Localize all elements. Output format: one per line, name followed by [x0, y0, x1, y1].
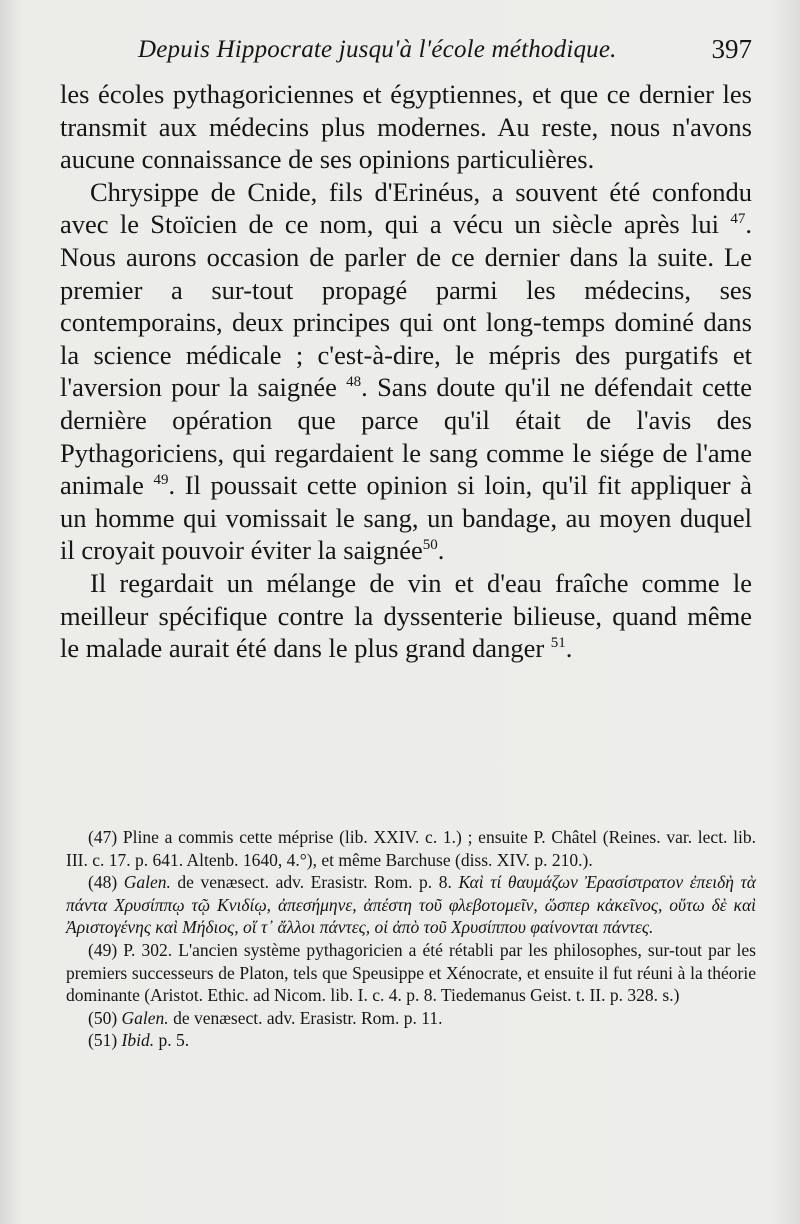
page-number: 397: [711, 34, 752, 64]
footnote-48: [66, 871, 756, 939]
paragraph-2-text-b: . Nous aurons occasion de parler de ce dernier dans la suite. Le premier a sur-tout propagé parmi les médecins, ses contemporains, deux principes qui ont long-temps dominé dans la science médicale ; c'est-à-dire, le mépris des purgatifs et l'aversion pour la saignée: [60, 209, 752, 403]
footnote-51-number: (51): [88, 1030, 122, 1051]
footnote-48-greek-quote: Καὶ τί θαυμάζων Ἐρασίστρατον ἐπειδὴ τὰ πάντα Χρυσίππῳ τῷ Κνιδίῳ, ἀπεσήμηνε, ἀπέστη τοῦ φλεβοτομεῖν, ὥσπερ κἀκεῖνος, οὕτω δὲ καὶ Ἀριστογένης καὶ Μήδιος, οἵ τ᾽ ἄλλοι πάντες, οἱ ἀπὸ τοῦ Χρυσίππου φαίνονται πάντες.: [66, 872, 756, 938]
footnote-ref-51: 51: [550, 635, 566, 652]
footnote-ref-49: 49: [153, 472, 169, 489]
footnote-51: [66, 1029, 756, 1052]
paragraph-1-text: les écoles pythagoriciennes et égyptiennes, et que ce dernier les transmit aux médecins plus modernes. Au reste, nous n'avons aucune connaissance de ses opinions particulières.: [60, 79, 752, 175]
paragraph-3: [60, 567, 752, 665]
footnotes: [66, 826, 756, 1052]
paragraph-2-text-a: Chrysippe de Cnide, fils d'Erinéus, a souvent été confondu avec le Stoïcien de ce nom, qui a vécu un siècle après lui: [60, 176, 752, 240]
main-text: [60, 78, 752, 665]
footnote-ref-50: 50: [422, 537, 438, 554]
footnote-50-citation: de venæsect. adv. Erasistr. Rom. p. 11.: [168, 1007, 443, 1028]
footnote-49: (49) P. 302. L'ancien système pythagoricien a été rétabli par les philosophes, sur-tout par les premiers successeurs de Platon, tels que Speusippe et Xénocrate, et ensuite il fut réuni à la théorie dominante (Aristot. Ethic. ad Nicom. lib. I. c. 4. p. 8. Tiedemanus Geist. t. II. p. 328. s.): [66, 939, 756, 1006]
footnote-51-citation: p. 5.: [154, 1030, 190, 1051]
paragraph-2-text-c: . Sans doute qu'il ne défendait cette dernière opération que parce qu'il était de l'avis des Pythagoriciens, qui regardaient le sang comme le siége de l'ame animale: [60, 372, 752, 501]
paragraph-2-text-d: . Il poussait cette opinion si loin, qu'il fit appliquer à un homme qui vomissait le sang, un bandage, au moyen duquel il croyait pouvoir éviter la saignée: [60, 470, 752, 566]
footnote-48-number: (48): [88, 872, 124, 893]
footnote-51-ibid: Ibid.: [121, 1030, 155, 1051]
footnote-ref-48: 48: [346, 374, 362, 391]
footnote-50: [66, 1007, 756, 1030]
running-title: Depuis Hippocrate jusqu'à l'école méthodique.: [138, 36, 617, 63]
footnote-48-citation: de venæsect. adv. Erasistr. Rom. p. 8.: [170, 872, 459, 893]
paragraph-2-text-e: .: [437, 535, 445, 566]
footnote-ref-47: 47: [730, 211, 746, 228]
footnote-47: (47) Pline a commis cette méprise (lib. XXIV. c. 1.) ; ensuite P. Châtel (Reines. var. lect. lib. III. c. 17. p. 641. Altenb. 1640, 4.°), et même Barchuse (diss. XIV. p. 210.).: [66, 827, 756, 870]
page-header: [60, 32, 752, 72]
paragraph-3-text-a: Il regardait un mélange de vin et d'eau fraîche comme le meilleur spécifique contre la dyssenterie bilieuse, quand même le malade aurait été dans le plus grand danger: [60, 567, 752, 664]
footnote-48-author: Galen.: [123, 872, 171, 893]
paragraph-1: [60, 78, 752, 176]
paragraph-3-text-b: .: [565, 633, 573, 664]
footnote-50-author: Galen.: [121, 1007, 169, 1028]
paragraph-2: [60, 176, 752, 567]
footnote-50-number: (50): [88, 1007, 122, 1028]
